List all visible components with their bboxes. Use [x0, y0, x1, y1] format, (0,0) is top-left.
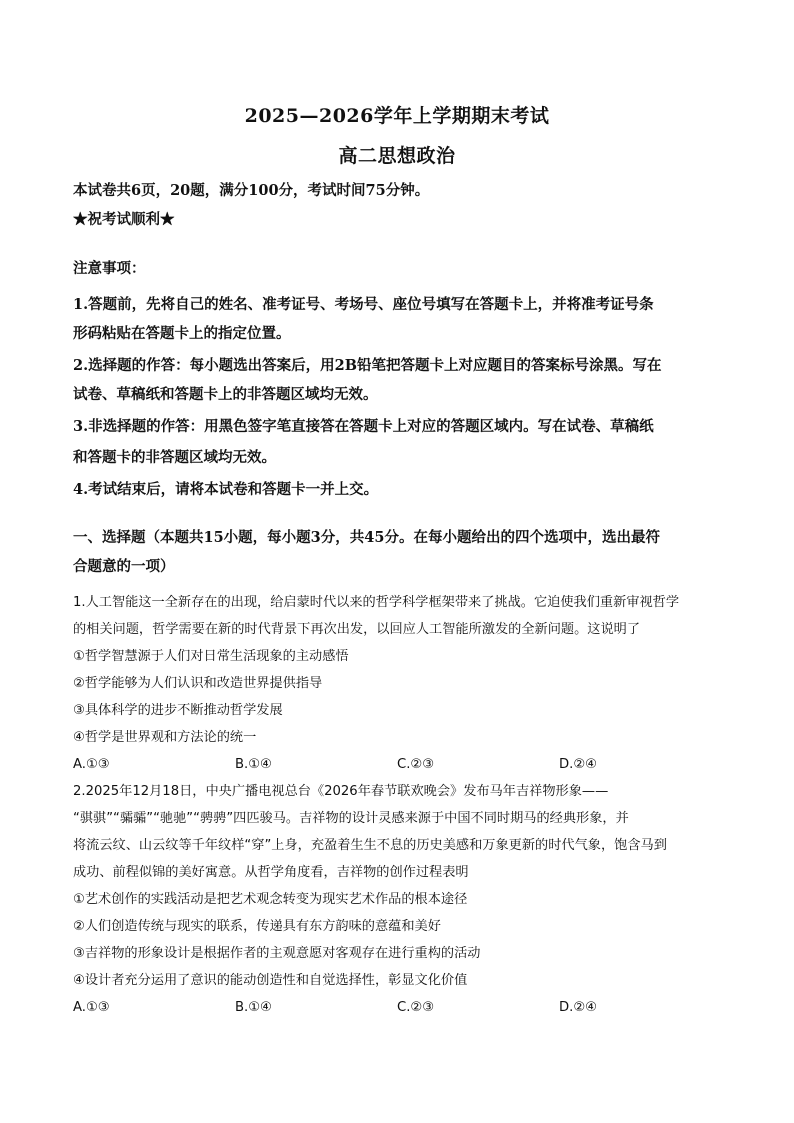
option-b: B.①④	[235, 757, 272, 772]
question-1-stem: 1.人工智能这一全新存在的出现，给启蒙时代以来的哲学科学框架带来了挑战。它迫使我们重新审视哲学	[73, 595, 680, 610]
question-1-options	[73, 755, 723, 775]
question-1-item: ②哲学能够为人们认识和改造世界提供指导	[73, 676, 323, 691]
question-1-stem: 的相关问题，哲学需要在新的时代背景下再次出发，以回应人工智能所激发的全新问题。这说明了	[73, 622, 641, 637]
notice-line: 和答题卡的非答题区域均无效。	[73, 449, 276, 466]
exam-info: 本试卷共6页，20题，满分100分，考试时间75分钟。	[73, 182, 430, 199]
option-d: D.②④	[559, 757, 597, 772]
notice-line: 1.答题前，先将自己的姓名、准考证号、考场号、座位号填写在答题卡上，并将准考证号条	[73, 296, 654, 313]
question-1-item: ①哲学智慧源于人们对日常生活现象的主动感悟	[73, 649, 349, 664]
question-2-stem: 将流云纹、山云纹等千年纹样“穿”上身，充盈着生生不息的历史美感和万象更新的时代气象，饱含马到	[73, 838, 667, 853]
option-c: C.②③	[397, 757, 435, 772]
question-2-item: ①艺术创作的实践活动是把艺术观念转变为现实艺术作品的根本途径	[73, 892, 468, 907]
notice-line: 4.考试结束后，请将本试卷和答题卡一并上交。	[73, 481, 379, 498]
exam-subject: 高二思想政治	[338, 145, 456, 167]
question-2-stem: 成功、前程似锦的美好寓意。从哲学角度看，吉祥物的创作过程表明	[73, 865, 469, 880]
option-d: D.②④	[559, 1000, 597, 1015]
option-b: B.①④	[235, 1000, 272, 1015]
notice-heading: 注意事项：	[73, 260, 146, 277]
notice-line: 3.非选择题的作答：用黑色签字笔直接答在答题卡上对应的答题区域内。写在试卷、草稿纸	[73, 418, 654, 435]
question-2-stem: “骐骐”“骦骦”“驰驰”“骋骋”四匹骏马。吉祥物的设计灵感来源于中国不同时期马的经典形象，并	[73, 811, 629, 826]
question-2-stem: 2.2025年12月18日，中央广播电视总台《2026年春节联欢晚会》发布马年吉祥物形象——	[73, 784, 609, 799]
section-heading-cont: 合题意的一项）	[73, 558, 175, 575]
option-c: C.②③	[397, 1000, 435, 1015]
option-a: A.①③	[73, 757, 110, 772]
good-luck-wish: ★祝考试顺利★	[73, 211, 175, 228]
exam-title: 2025—2026学年上学期期末考试	[244, 105, 550, 127]
notice-line: 形码粘贴在答题卡上的指定位置。	[73, 325, 291, 342]
question-2-item: ③吉祥物的形象设计是根据作者的主观意愿对客观存在进行重构的活动	[73, 946, 481, 961]
section-heading: 一、选择题（本题共15小题，每小题3分，共45分。在每小题给出的四个选项中，选出最符	[73, 529, 660, 546]
notice-line: 2.选择题的作答：每小题选出答案后，用2B铅笔把答题卡上对应题目的答案标号涂黑。写在	[73, 357, 662, 374]
notice-line: 试卷、草稿纸和答题卡上的非答题区域均无效。	[73, 386, 378, 403]
option-a: A.①③	[73, 1000, 110, 1015]
question-2-options	[73, 998, 723, 1018]
question-1-item: ③具体科学的进步不断推动哲学发展	[73, 703, 283, 718]
question-1-item: ④哲学是世界观和方法论的统一	[73, 730, 257, 745]
question-2-item: ④设计者充分运用了意识的能动创造性和自觉选择性，彰显文化价值	[73, 973, 468, 988]
question-2-item: ②人们创造传统与现实的联系，传递具有东方韵味的意蕴和美好	[73, 919, 441, 934]
